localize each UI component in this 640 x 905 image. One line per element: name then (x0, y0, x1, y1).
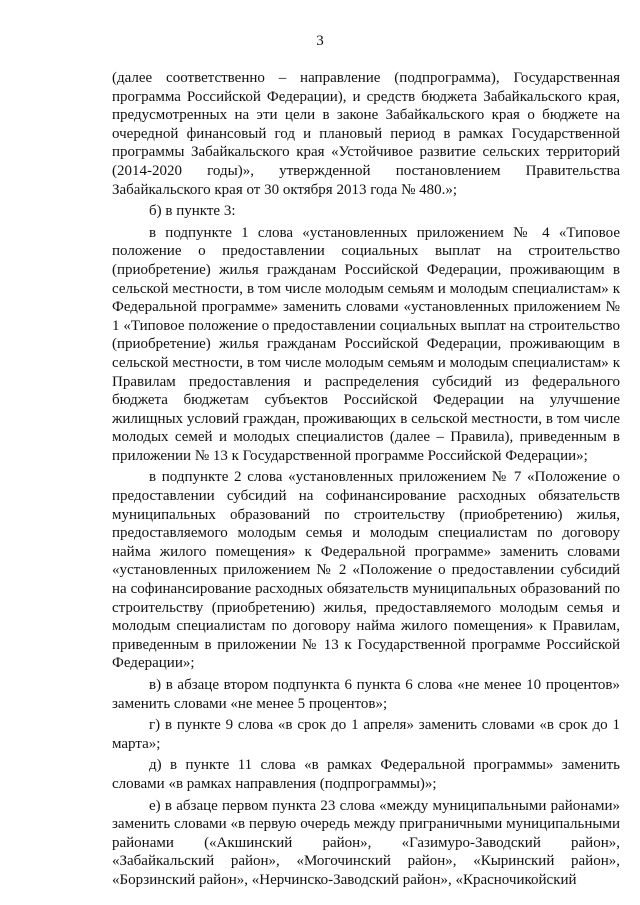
paragraph-item-b: б) в пункте 3: (149, 203, 236, 220)
document-body (112, 69, 620, 893)
paragraph-item-d: д) в пункте 11 слова «в рамках Федеральной программы» заменить словами «в рамках направления (подпрограммы)»; (112, 757, 620, 792)
paragraph-subitem-1: в подпункте 1 слова «установленных приложением № 4 «Типовое положение о предоставлении социальных выплат на строительство (приобретение) жилья гражданам Российской Федерации, проживающим в сельской местности, в том числе молодым семьям и молодым специалистам» к Федеральной программе» заменить словами «установленных приложением № 1 «Типовое положение о предоставлении социальных выплат на строительство (приобретение) жилья гражданам Российской Федерации, проживающим в сельской местности, в том числе молодым семьям и молодым специалистам» к Правилам предоставления и распределения субсидий из федерального бюджета бюджетам субъектов Российской Федерации на улучшение жилищных условий граждан, проживающих в сельской местности, в том числе молодых семей и молодых специалистов (далее – Правила), приведенным в приложении № 13 к Государственной программе Российской Федерации»; (112, 224, 620, 464)
paragraph-item-v: в) в абзаце втором подпункта 6 пункта 6 слова «не менее 10 процентов» заменить словами «не менее 5 процентов»; (112, 677, 620, 712)
paragraph-item-e: е) в абзаце первом пункта 23 слова «между муниципальными районами» заменить словами «в первую очередь между приграничными муниципальными районами («Акшинский район», «Газимуро-Заводский район», «Забайкальский район», «Могочинский район», «Кыринский район», «Борзинский район», «Нерчинско-Заводский район», «Красночикойский (112, 797, 620, 888)
paragraph-continuation: (далее соответственно – направление (подпрограмма), Государственная программа Российской Федерации), и средств бюджета Забайкальского края, предусмотренных на эти цели в законе Забайкальского края о бюджете на очередной финансовый год и плановый период в рамках Государственной программы Забайкальского края «Устойчивое развитие сельских территорий (2014-2020 годы)», утвержденной постановлением Правительства Забайкальского края от 30 октября 2013 года № 480.»; (112, 70, 620, 198)
paragraph-subitem-2: в подпункте 2 слова «установленных приложением № 7 «Положение о предоставлении субсидий на софинансирование расходных обязательств муниципальных образований по строительству (приобретению) жилья, предоставляемого молодым семья и молодым специалистам по договору найма жилого помещения» к Федеральной программе» заменить словами «установленных приложением № 2 «Положение о предоставлении субсидий на софинансирование расходных обязательств муниципальных образований по строительству (приобретению) жилья, предоставляемого молодым семья и молодым специалистам по договору найма жилого помещения» к Правилам, приведенным в приложении № 13 к Государственной программе Российской Федерации»; (112, 469, 620, 672)
paragraph-item-g: г) в пункте 9 слова «в срок до 1 апреля» заменить словами «в срок до 1 марта»; (112, 717, 620, 752)
page-number: 3 (316, 33, 324, 49)
